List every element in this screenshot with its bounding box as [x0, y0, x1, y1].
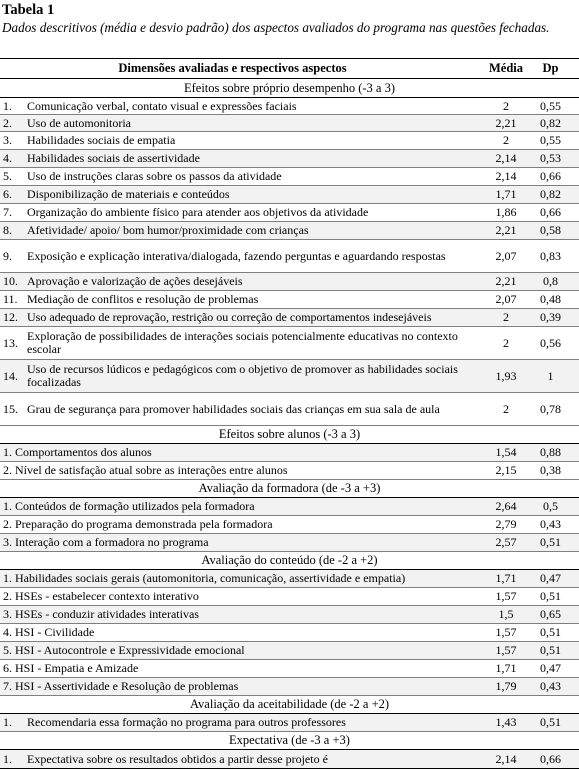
item-number: 13. [3, 335, 18, 350]
item-number: 3. [3, 133, 12, 147]
dp-value: 0,83 [540, 248, 561, 263]
aspect-text: Uso adequado de reprovação, restrição ou correção de comportamentos indesejáveis [27, 310, 432, 324]
aspect-cell [0, 534, 465, 551]
dp-value: 0,53 [540, 151, 561, 165]
table-row [0, 327, 579, 360]
dp-value: 0,48 [540, 292, 561, 306]
dp-value: 0,51 [540, 643, 561, 657]
table-row [0, 606, 579, 624]
dp-value: 0,66 [540, 751, 561, 766]
media-value: 1,93 [495, 368, 517, 383]
media-value: 2,21 [495, 274, 517, 288]
aspect-cell [0, 327, 465, 359]
aspect-text: Habilidades sociais de empatia [27, 133, 176, 147]
item-number: 10. [3, 274, 18, 288]
dp-value: 0,65 [540, 607, 561, 621]
aspect-text: 3. HSEs - conduzir atividades interativas [3, 607, 199, 621]
table-row [0, 660, 579, 678]
table-row [0, 204, 579, 222]
item-number: 6. [3, 187, 12, 201]
aspect-text: Grau de segurança para promover habilidades sociais das crianças em sua sala de aula [27, 401, 440, 416]
dp-value: 0,5 [543, 499, 558, 513]
item-number: 4. [3, 151, 12, 165]
aspect-cell [0, 660, 465, 677]
aspect-cell [0, 678, 465, 695]
aspect-cell [0, 588, 465, 605]
dp-value: 0,43 [540, 679, 561, 693]
dp-value: 0,78 [540, 401, 561, 416]
dp-value: 0,88 [540, 445, 561, 459]
media-value: 2,21 [495, 223, 517, 237]
dp-value: 0,51 [540, 625, 561, 639]
aspect-cell [0, 168, 465, 185]
dp-value: 0,51 [540, 589, 561, 603]
table-row [0, 534, 579, 552]
media-value: 2,14 [495, 151, 517, 165]
table-row [0, 570, 579, 588]
table-row [0, 291, 579, 309]
aspect-cell [0, 150, 465, 167]
table-row [0, 168, 579, 186]
aspect-cell [0, 291, 465, 308]
aspect-cell [0, 115, 465, 131]
dp-value: 0,47 [540, 571, 561, 585]
media-value: 2 [503, 98, 509, 113]
dp-value: 0,51 [540, 535, 561, 549]
aspect-cell [0, 624, 465, 641]
dp-value: 0,43 [540, 517, 561, 531]
aspect-cell [0, 714, 465, 731]
item-number: 9. [3, 248, 12, 263]
table-row [0, 678, 579, 696]
item-number: 11. [3, 292, 18, 306]
dp-value: 0,58 [540, 223, 561, 237]
aspect-text: 2. Preparação do programa demonstrada pela formadora [3, 517, 273, 531]
aspect-cell [0, 516, 465, 533]
aspect-cell [0, 186, 465, 203]
aspect-text: 2. HSEs - estabelecer contexto interativo [3, 589, 199, 603]
aspect-cell [0, 222, 465, 239]
item-number: 14. [3, 368, 18, 383]
table-row [0, 115, 579, 132]
header-media: Média [488, 61, 524, 75]
item-number: 7. [3, 205, 12, 219]
aspect-text: 3. Interação com a formadora no programa [3, 535, 209, 549]
media-value: 1,71 [495, 187, 517, 201]
aspect-text: Exploração de possibilidades de interações sociais potencialmente educativas no contexto escolar [27, 329, 458, 356]
aspect-cell [0, 462, 465, 479]
item-number: 1. [3, 98, 12, 113]
aspect-text: Mediação de conflitos e resolução de problemas [27, 292, 259, 306]
media-value: 2,57 [495, 535, 517, 549]
media-value: 1,71 [495, 661, 517, 675]
aspect-text: Uso de instruções claras sobre os passos da atividade [27, 169, 282, 183]
media-value: 1,57 [495, 643, 517, 657]
item-number: 1. [3, 751, 12, 766]
item-number: 2. [3, 115, 12, 130]
section-header: Efeitos sobre alunos (-3 a 3) [0, 426, 579, 444]
descriptive-table [0, 58, 579, 769]
section-header: Expectativa (de -3 a +3) [0, 732, 579, 750]
table-caption: Dados descritivos (média e desvio padrão) dos aspectos avaliados do programa nas questões fechadas. [2, 20, 550, 35]
aspect-cell [0, 606, 465, 623]
aspect-cell [0, 360, 465, 392]
aspect-text: 1. Conteúdos de formação utilizados pela formadora [3, 499, 255, 513]
table-row [0, 309, 579, 327]
table-row [0, 516, 579, 534]
aspect-text: Organização do ambiente físico para atender aos objetivos da atividade [27, 205, 369, 219]
aspect-cell [0, 98, 465, 114]
header-dimension: Dimensões avaliadas e respectivos aspectos [118, 61, 347, 75]
table-row [0, 444, 579, 462]
media-value: 2,15 [495, 463, 517, 477]
media-value: 2 [503, 335, 509, 350]
media-value: 1,57 [495, 625, 517, 639]
table-row [0, 714, 579, 732]
media-value: 1,57 [495, 589, 517, 603]
aspect-text: 1. Comportamentos dos alunos [3, 445, 152, 459]
dp-value: 0,51 [540, 715, 561, 729]
item-number: 5. [3, 169, 12, 183]
aspect-text: Uso de automonitoria [27, 115, 131, 130]
aspect-cell [0, 642, 465, 659]
dp-value: 0,47 [540, 661, 561, 675]
item-number: 8. [3, 223, 12, 237]
dp-value: 0,82 [540, 187, 561, 201]
table-title: Tabela 1 [2, 2, 55, 18]
aspect-cell [0, 273, 465, 290]
item-number: 1. [3, 715, 12, 729]
table-row [0, 222, 579, 240]
table-row [0, 186, 579, 204]
media-value: 1,5 [498, 607, 514, 621]
media-value: 2,07 [495, 292, 517, 306]
dp-value: 0,55 [540, 98, 561, 113]
table-row [0, 150, 579, 168]
table-header-row [0, 59, 579, 79]
media-value: 2,21 [495, 115, 517, 130]
aspect-text: Disponibilização de materiais e conteúdos [27, 187, 230, 201]
aspect-text: 7. HSI - Assertividade e Resolução de problemas [3, 679, 239, 693]
aspect-text: 5. HSI - Autocontrole e Expressividade emocional [3, 643, 245, 657]
media-value: 1,54 [495, 445, 517, 459]
media-value: 1,71 [495, 571, 517, 585]
aspect-cell [0, 309, 465, 326]
media-value: 1,79 [495, 679, 517, 693]
aspect-text: Habilidades sociais de assertividade [27, 151, 200, 165]
aspect-text: Aprovação e valorização de ações desejáveis [27, 274, 243, 288]
aspect-text: Uso de recursos lúdicos e pedagógicos com o objetivo de promover as habilidades sociais focalizadas [27, 362, 458, 389]
aspect-text: 4. HSI - Civilidade [3, 625, 95, 639]
header-dp: Dp [542, 61, 559, 75]
aspect-text: Exposição e explicação interativa/dialogada, fazendo perguntas e aguardando respostas [27, 248, 446, 263]
media-value: 2 [503, 401, 509, 416]
media-value: 2 [503, 133, 509, 147]
media-value: 2 [503, 310, 509, 324]
item-number: 12. [3, 310, 18, 324]
table-row [0, 393, 579, 426]
aspect-cell [0, 444, 465, 461]
media-value: 2,79 [495, 517, 517, 531]
aspect-cell [0, 750, 465, 768]
dp-value: 0,38 [540, 463, 561, 477]
aspect-text: 1. Habilidades sociais gerais (automonitoria, comunicação, assertividade e empatia) [3, 571, 406, 585]
dp-value: 1 [547, 368, 554, 383]
dp-value: 0,8 [543, 274, 558, 288]
aspect-text: Expectativa sobre os resultados obtidos a partir desse projeto é [27, 751, 328, 766]
media-value: 2,64 [495, 499, 517, 513]
table-row [0, 98, 579, 115]
dp-value: 0,56 [540, 335, 561, 350]
dp-value: 0,55 [540, 133, 561, 147]
table-row [0, 588, 579, 606]
aspect-text: Afetividade/ apoio/ bom humor/proximidade com crianças [27, 223, 309, 237]
dp-value: 0,39 [540, 310, 561, 324]
media-value: 2,07 [495, 248, 517, 263]
aspect-cell [0, 204, 465, 221]
aspect-text: Comunicação verbal, contato visual e expressões faciais [27, 98, 297, 113]
table-row [0, 624, 579, 642]
aspect-cell [0, 498, 465, 515]
media-value: 1,43 [495, 715, 517, 729]
aspect-cell [0, 570, 465, 587]
aspect-cell [0, 240, 465, 272]
aspect-text: 2. Nível de satisfação atual sobre as interações entre alunos [3, 463, 288, 477]
section-header: Efeitos sobre próprio desempenho (-3 a 3) [0, 79, 579, 98]
table-row [0, 132, 579, 150]
section-header: Avaliação do conteúdo (de -2 a +2) [0, 552, 579, 570]
section-header: Avaliação da formadora (de -3 a +3) [0, 480, 579, 498]
media-value: 2,14 [495, 169, 517, 183]
aspect-cell [0, 132, 465, 149]
dp-value: 0,82 [540, 115, 561, 130]
table-row [0, 642, 579, 660]
table-row [0, 360, 579, 393]
aspect-cell [0, 393, 465, 425]
table-row [0, 273, 579, 291]
item-number: 15. [3, 401, 18, 416]
aspect-text: 6. HSI - Empatia e Amizade [3, 661, 139, 675]
table-row [0, 462, 579, 480]
media-value: 1,86 [495, 205, 517, 219]
dp-value: 0,66 [540, 205, 561, 219]
table-row [0, 498, 579, 516]
dp-value: 0,66 [540, 169, 561, 183]
table-row [0, 240, 579, 273]
aspect-text: Recomendaria essa formação no programa para outros professores [27, 715, 346, 729]
section-header: Avaliação da aceitabilidade (de -2 a +2) [0, 696, 579, 714]
media-value: 2,14 [495, 751, 517, 766]
